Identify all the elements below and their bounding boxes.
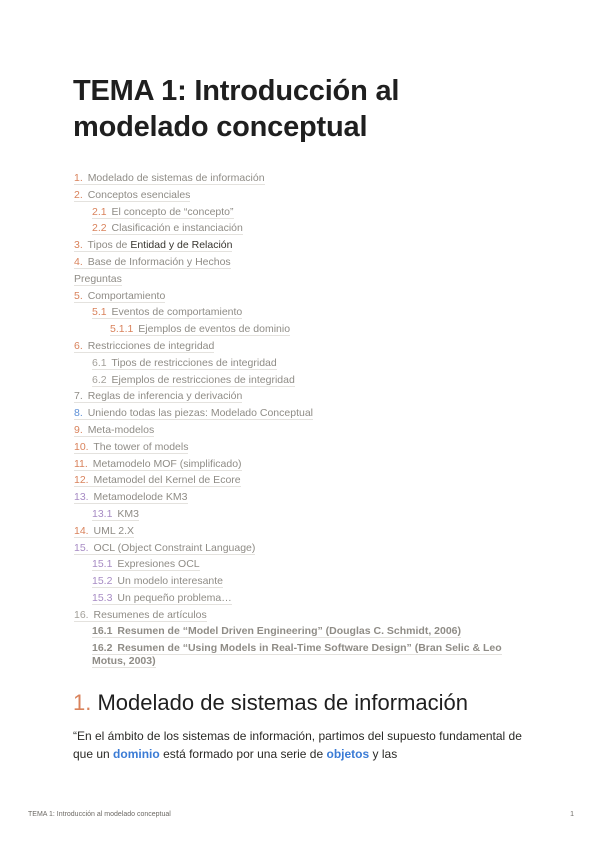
toc-item-11[interactable]: 11. Metamodelo MOF (simplificado): [74, 457, 242, 470]
toc-item-5-1-1[interactable]: 5.1.1 Ejemplos de eventos de dominio: [110, 323, 291, 336]
page-footer: [28, 811, 574, 818]
table-of-contents: [74, 170, 534, 670]
toc-item-2[interactable]: 2. Conceptos esenciales: [74, 188, 191, 201]
toc-item-10[interactable]: 10. The tower of models: [74, 440, 189, 453]
keyword-objetos: objetos: [326, 747, 370, 761]
toc-item-13[interactable]: 13. Metamodelode KM3: [74, 491, 188, 504]
toc-item-2-1[interactable]: 2.1 El concepto de “concepto”: [92, 205, 234, 218]
toc-item-15-2[interactable]: 15.2 Un modelo interesante: [92, 575, 224, 588]
toc-item-6-1[interactable]: 6.1 Tipos de restricciones de integridad: [92, 356, 277, 369]
toc-item-15-1[interactable]: 15.1 Expresiones OCL: [92, 558, 200, 571]
title-line-1: TEMA 1: Introducción al: [73, 75, 400, 107]
toc-item-8[interactable]: 8. Uniendo todas las piezas: Modelado Conceptual: [74, 407, 314, 420]
toc-item-16[interactable]: 16. Resumenes de artículos: [74, 608, 207, 621]
toc-item-9[interactable]: 9. Meta-modelos: [74, 423, 155, 436]
toc-item-preguntas[interactable]: Preguntas: [74, 272, 122, 285]
toc-item-6-2[interactable]: 6.2 Ejemplos de restricciones de integridad: [92, 373, 295, 386]
title-line-2: modelado conceptual: [73, 111, 368, 143]
toc-item-15-3[interactable]: 15.3 Un pequeño problema…: [92, 591, 232, 604]
section-1-paragraph: “En el ámbito de los sistemas de información, partimos del supuesto fundamental de que un dominio está formado por una serie de objetos y las: [73, 729, 522, 761]
page-title: [73, 73, 533, 145]
toc-item-14[interactable]: 14. UML 2.X: [74, 524, 134, 537]
toc-item-2-2[interactable]: 2.2 Clasificación e instanciación: [92, 222, 243, 235]
toc-item-5[interactable]: 5. Comportamiento: [74, 289, 166, 302]
toc-item-7[interactable]: 7. Reglas de inferencia y derivación: [74, 390, 243, 403]
toc-item-15[interactable]: 15. OCL (Object Constraint Language): [74, 541, 256, 554]
section-1-heading: [73, 690, 468, 716]
toc-item-13-1[interactable]: 13.1 KM3: [92, 507, 139, 520]
section-1-title: Modelado de sistemas de información: [97, 690, 469, 715]
section-1-number: 1.: [73, 690, 92, 715]
footer-title: TEMA 1: Introducción al modelado conceptual: [28, 811, 171, 818]
keyword-dominio: dominio: [113, 747, 160, 761]
toc-item-12[interactable]: 12. Metamodel del Kernel de Ecore: [74, 474, 241, 487]
toc-item-3[interactable]: 3. Tipos de Entidad y de Relación: [74, 239, 233, 252]
toc-item-6[interactable]: 6. Restricciones de integridad: [74, 339, 215, 352]
toc-item-4[interactable]: 4. Base de Información y Hechos: [74, 255, 231, 268]
toc-item-5-1[interactable]: 5.1 Eventos de comportamiento: [92, 306, 243, 319]
toc-item-16-1[interactable]: 16.1 Resumen de “Model Driven Engineering” (Douglas C. Schmidt, 2006): [92, 625, 462, 638]
page-number: 1: [570, 811, 574, 818]
toc-item-16-2[interactable]: 16.2 Resumen de “Using Models in Real-Time Software Design” (Bran Selic & Leo Motus, 2003): [92, 641, 502, 668]
toc-item-1[interactable]: 1. Modelado de sistemas de información: [74, 172, 265, 184]
